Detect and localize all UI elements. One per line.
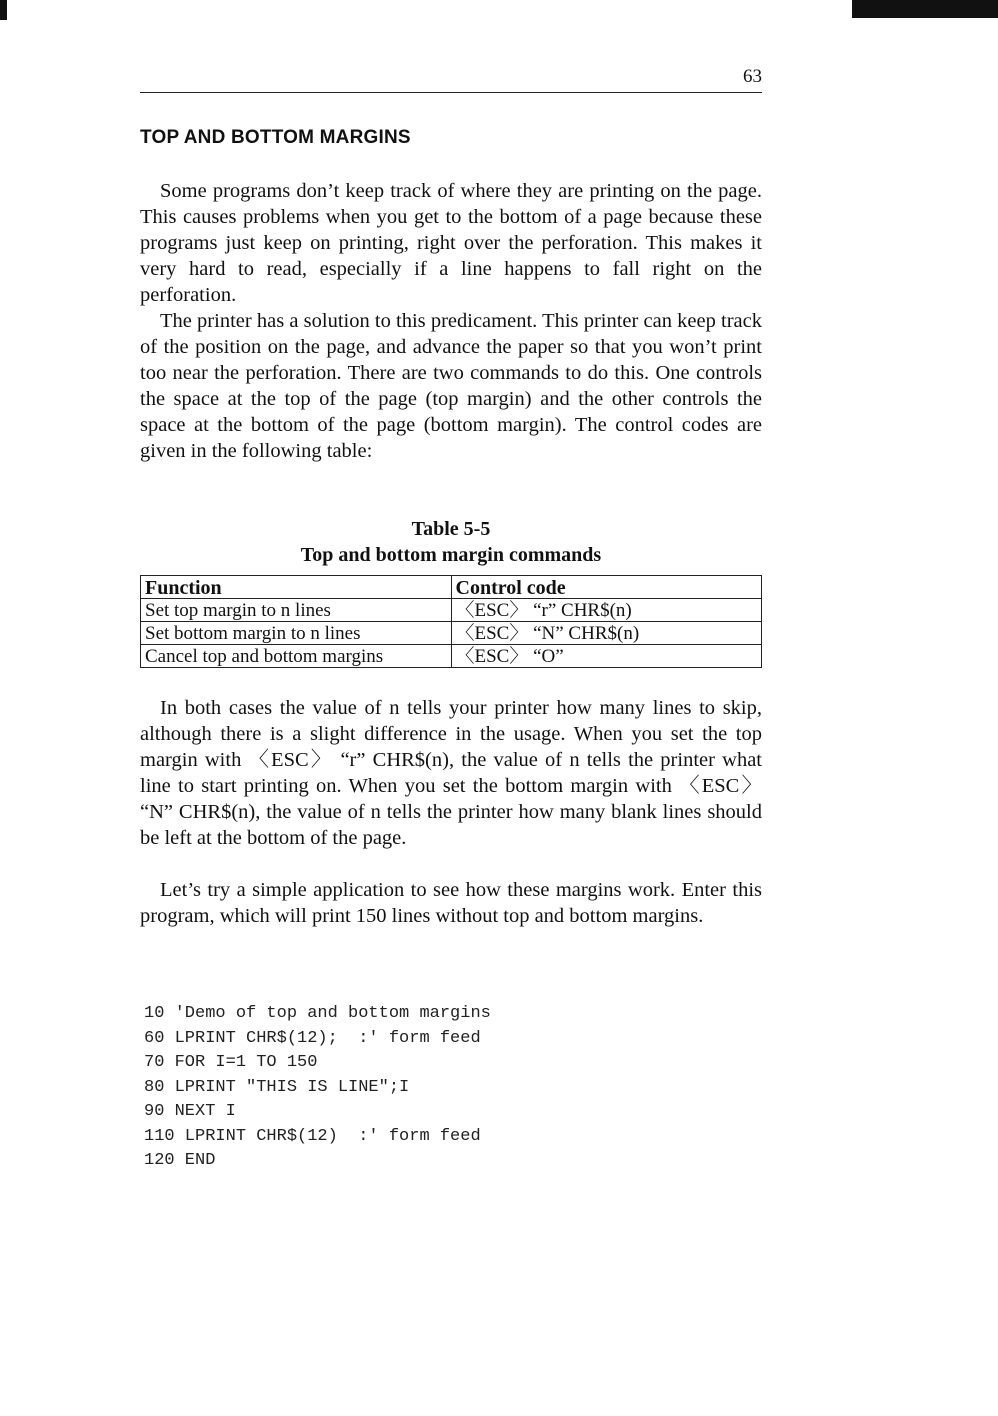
cell-control-code: 〈ESC〉 “r” CHR$(n) xyxy=(451,599,762,622)
header-rule xyxy=(140,92,762,93)
section-heading: TOP AND BOTTOM MARGINS xyxy=(140,127,411,148)
code-line: 10 'Demo of top and bottom margins xyxy=(144,1004,491,1023)
paragraph-intro: Some programs don’t keep track of where they are printing on the page. This causes problems when you get to the bottom of a page because these programs just keep on printing, right over the perforation. This makes it very hard to read, especially if a line happens to fall right on the perforation. xyxy=(140,180,762,306)
margin-commands-table xyxy=(140,575,762,668)
basic-program-listing xyxy=(144,1002,491,1174)
cell-function: Set top margin to n lines xyxy=(141,599,452,622)
table-label: Table 5-5 xyxy=(411,518,491,540)
cell-function: Set bottom margin to n lines xyxy=(141,622,452,645)
page-number: 63 xyxy=(743,66,762,87)
header-control-code: Control code xyxy=(451,576,762,599)
table-row xyxy=(141,645,762,668)
cell-control-code: 〈ESC〉 “N” CHR$(n) xyxy=(451,622,762,645)
table-row xyxy=(141,599,762,622)
code-line: 90 NEXT I xyxy=(144,1102,236,1121)
paragraph-example: Let’s try a simple application to see how these margins work. Enter this program, which will print 150 lines without top and bottom margins. xyxy=(140,879,762,927)
scan-edge-mark-right xyxy=(852,0,998,18)
table-row xyxy=(141,622,762,645)
code-line: 60 LPRINT CHR$(12); :' form feed xyxy=(144,1028,481,1048)
code-line: 110 LPRINT CHR$(12) :' form feed xyxy=(144,1126,481,1146)
code-line: 80 LPRINT "THIS IS LINE";I xyxy=(144,1077,410,1097)
cell-function: Cancel top and bottom margins xyxy=(141,645,452,668)
header-function: Function xyxy=(141,576,452,599)
cell-control-code: 〈ESC〉 “O” xyxy=(451,645,762,668)
table-title: Top and bottom margin commands xyxy=(300,544,602,566)
scan-edge-mark-left xyxy=(0,0,7,20)
code-line: 70 FOR I=1 TO 150 xyxy=(144,1053,318,1072)
paragraph-solution: The printer has a solution to this predicament. This printer can keep track of the position on the page, and advance the paper so that you won’t print too near the perforation. There are two commands to do this. One controls the space at the top of the page (top margin) and the other controls the space at the bottom of the page (bottom margin). The control codes are given in the following table: xyxy=(140,310,762,462)
code-line: 120 END xyxy=(144,1151,216,1170)
table-caption xyxy=(140,516,762,568)
table-header-row xyxy=(141,576,762,599)
paragraph-usage: In both cases the value of n tells your printer how many lines to skip, although there is a slight difference in the usage. When you set the top margin with 〈ESC〉 “r” CHR$(n), the value of n tells the printer what line to start printing on. When you set the bottom margin with 〈ESC〉 “N” CHR$(n), the value of n tells the printer how many blank lines should be left at the bottom of the page. xyxy=(140,697,762,849)
